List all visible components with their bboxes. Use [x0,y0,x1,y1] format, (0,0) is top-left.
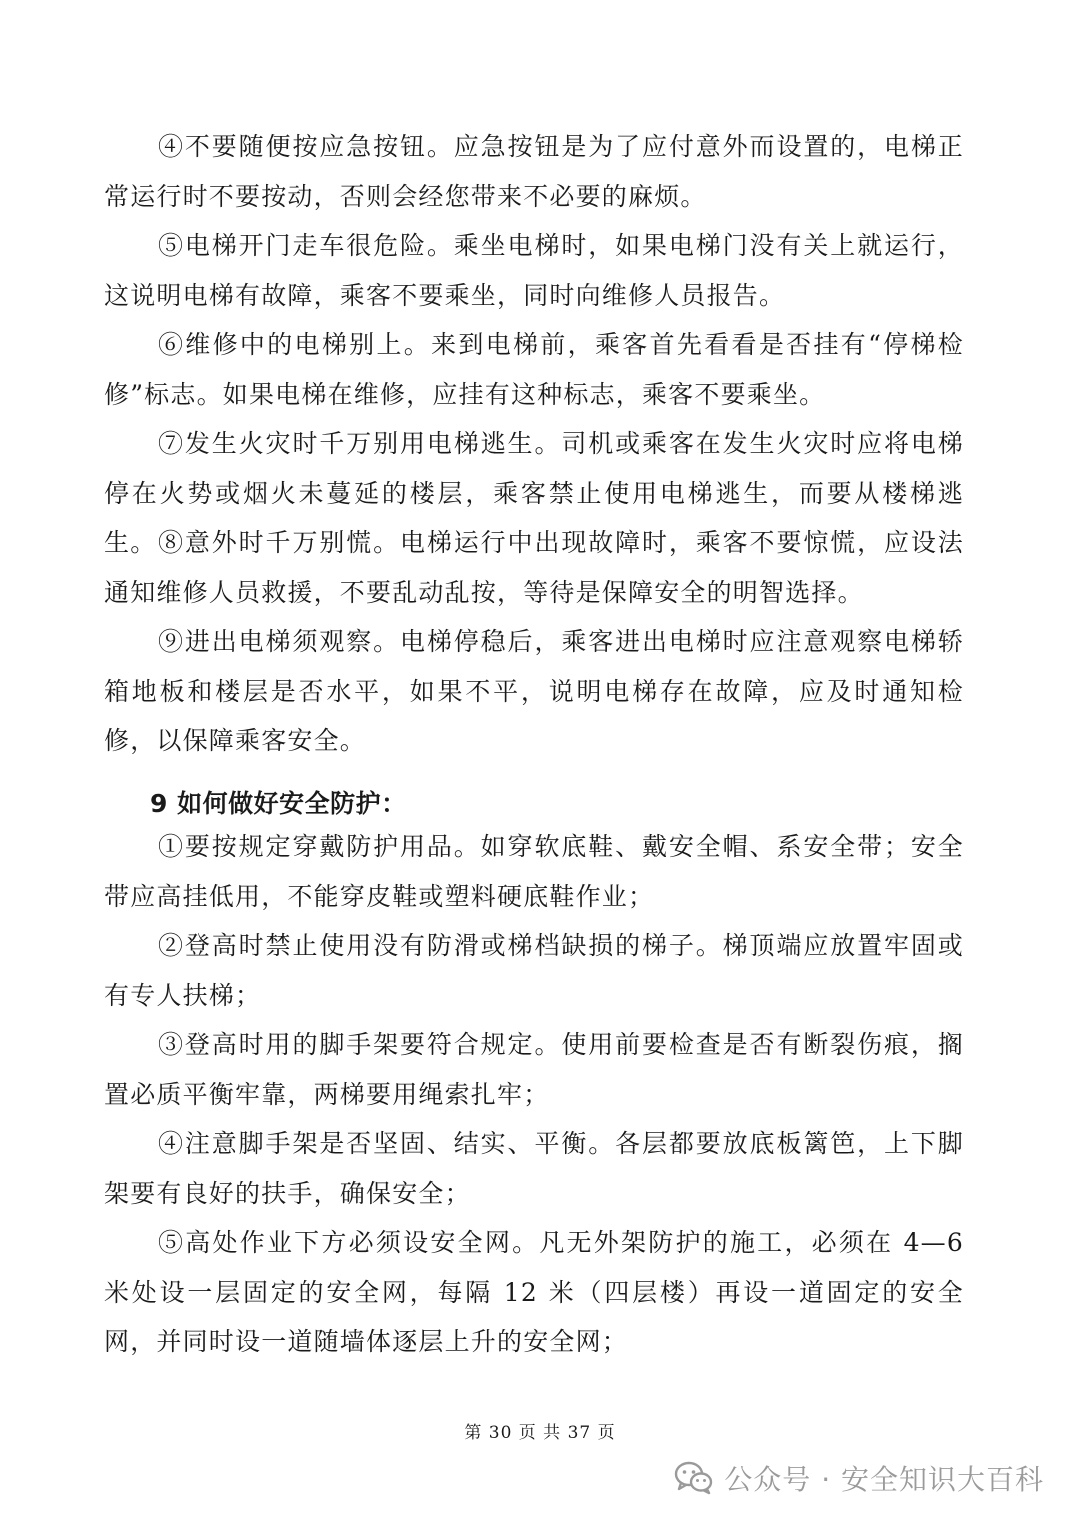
page-number: 第 30 页 共 37 页 [464,1423,616,1443]
paragraph-protection-2: ②登高时禁止使用没有防滑或梯档缺损的梯子。梯顶端应放置牢固或有专人扶梯； [104,931,964,1010]
watermark [674,1458,1044,1498]
paragraph-elevator-8: ⑧意外时千万别慌。电梯运行中出现故障时，乘客不要惊慌，应设法通知维修人员救援，不要乱动乱按，等待是保障安全的明智选择。 [104,528,964,607]
paragraph-elevator-4: ④不要随便按应急按钮。应急按钮是为了应付意外而设置的，电梯正常运行时不要按动，否则会经您带来不必要的麻烦。 [104,132,964,211]
wechat-icon [674,1461,714,1495]
paragraph-elevator-7: ⑦发生火灾时千万别用电梯逃生。司机或乘客在发生火灾时应将电梯停在火势或烟火未蔓延的楼层，乘客禁止使用电梯逃生，而要从楼梯逃生。 [104,429,964,557]
paragraph-protection-4: ④注意脚手架是否坚固、结实、平衡。各层都要放底板篱笆，上下脚架要有良好的扶手，确保安全； [104,1129,964,1208]
section-heading: 9 如何做好安全防护： [150,789,407,818]
watermark-text: 公众号 · 安全知识大百科 [724,1463,1044,1496]
paragraph-elevator-9: ⑨进出电梯须观察。电梯停稳后，乘客进出电梯时应注意观察电梯轿箱地板和楼层是否水平，如果不平，说明电梯存在故障，应及时通知检修，以保障乘客安全。 [104,627,964,755]
paragraph-protection-3: ③登高时用的脚手架要符合规定。使用前要检查是否有断裂伤痕，搁置必质平衡牢靠，两梯要用绳索扎牢； [104,1030,964,1109]
paragraph-protection-1: ①要按规定穿戴防护用品。如穿软底鞋、戴安全帽、系安全带；安全带应高挂低用，不能穿皮鞋或塑料硬底鞋作业； [104,832,964,911]
paragraph-elevator-5: ⑤电梯开门走车很危险。乘坐电梯时，如果电梯门没有关上就运行，这说明电梯有故障，乘客不要乘坐，同时向维修人员报告。 [104,231,964,310]
paragraph-protection-5: ⑤高处作业下方必须设安全网。凡无外架防护的施工，必须在 4—6 米处设一层固定的安全网，每隔 12 米（四层楼）再设一道固定的安全网，并同时设一道随墙体逐层上升的安全网； [104,1228,964,1356]
paragraph-elevator-6: ⑥维修中的电梯别上。来到电梯前，乘客首先看看是否挂有“停梯检修”标志。如果电梯在维修，应挂有这种标志，乘客不要乘坐。 [104,330,964,409]
